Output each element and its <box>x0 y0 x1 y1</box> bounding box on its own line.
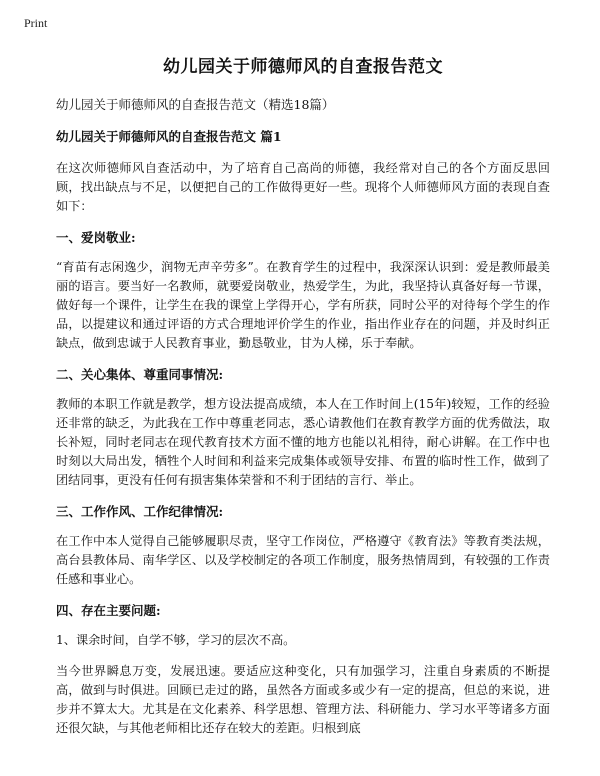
document-body <box>56 52 550 750</box>
section-paragraph: 1、课余时间，自学不够，学习的层次不高。 <box>56 633 296 647</box>
document-subtitle: 幼儿园关于师德师风的自查报告范文（精选18篇） <box>56 97 335 112</box>
section-paragraph: 当今世界瞬息万变，发展迅速。要适应这种变化，只有加强学习，注重自身素质的不断提高，做到与时俱进。回顾已走过的路，虽然各方面或多或少有一定的提高，但总的来说，进步并不算太大。尤其是在文化素养、科学思想、管理方法、科研能力、学习水平等诸多方面还很欠缺，与其他老师相比还存在较大的差距。归根到底 <box>56 664 550 735</box>
section-paragraph: “育苗有志闲逸少，润物无声辛劳多”。在教育学生的过程中，我深深认识到：爱是教师最美丽的语言。要当好一名教师，就要爱岗敬业，热爱学生，为此，我坚持认真备好每一节课，做好每一个课件，让学生在我的课堂上学得开心，学有所获，同时公平的对待每个学生的作品，以提建议和通过评语的方式合理地评价学生的作业，指出作业存在的问题，并及时纠正缺点，做到忠诚于人民教育事业，勤恳敬业，甘为人梯，乐于奉献。 <box>56 260 550 350</box>
section-heading-collective: 二、关心集体、尊重同事情况: <box>56 367 224 382</box>
section-heading-problems: 四、存在主要问题: <box>56 603 161 618</box>
page-title: 幼儿园关于师德师风的自查报告范文 <box>163 57 443 77</box>
print-label[interactable]: Print <box>24 16 48 30</box>
article-heading: 幼儿园关于师德师风的自查报告范文 篇1 <box>56 129 282 144</box>
section-paragraph: 教师的本职工作就是教学，想方设法提高成绩，本人在工作时间上(15年)较短，工作的经验还非常的缺乏，为此我在工作中尊重老同志，悉心请教他们在教育教学方面的优秀做法，取长补短，同时老同志在现代教育技术方面不懂的地方也能以礼相待，耐心讲解。在工作中也时刻以大局出发，牺牲个人时间和利益来完成集体或领导安排、布置的临时性工作，做到了团结同事，更没有任何有损害集体荣誉和不利于团结的言行、举止。 <box>56 397 550 487</box>
section-heading-work-style: 三、工作作风、工作纪律情况: <box>56 504 224 519</box>
intro-paragraph: 在这次师德师风自查活动中，为了培育自己高尚的师德，我经常对自己的各个方面反思回顾，找出缺点与不足，以便把自己的工作做得更好一些。现将个人师德师风方面的表现自查如下： <box>56 161 550 213</box>
section-paragraph: 在工作中本人觉得自己能够履职尽责，坚守工作岗位，严格遵守《教育法》等教育类法规，高台县教体局、南华学区、以及学校制定的各项工作制度，服务热情周到，有较强的工作责任感和事业心。 <box>56 534 550 586</box>
section-heading-love-job: 一、爱岗敬业: <box>56 230 136 245</box>
